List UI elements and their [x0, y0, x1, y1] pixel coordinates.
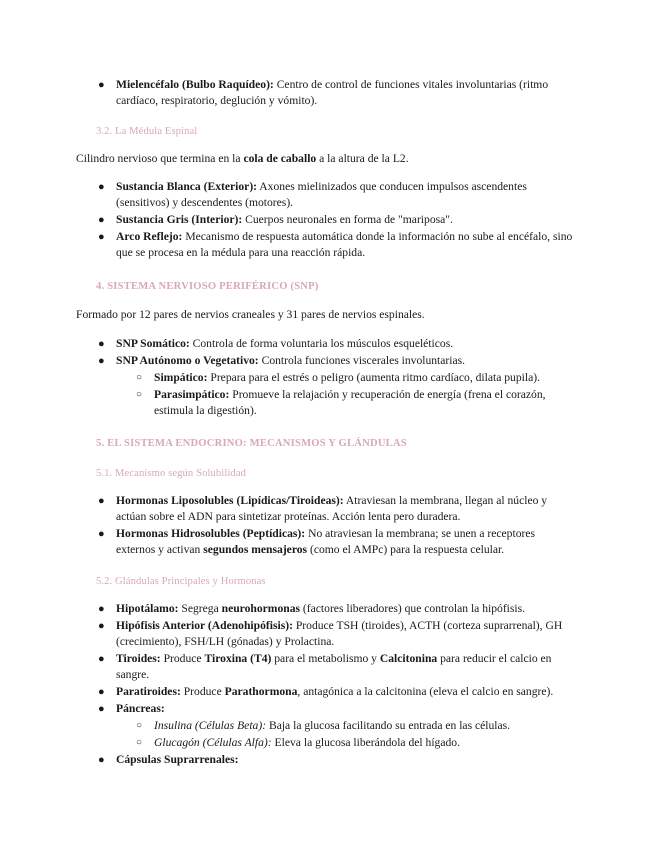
list-item	[76, 229, 576, 261]
bullet-icon: ●	[98, 214, 105, 226]
bullet-icon: ●	[98, 528, 105, 540]
circle-bullet-icon: ○	[136, 389, 143, 400]
sub-list-item	[76, 387, 576, 419]
item-bold: Tiroxina (T4)	[204, 652, 272, 665]
bullet-icon: ●	[98, 355, 105, 367]
bullet-icon: ●	[98, 703, 105, 715]
item-term: Simpático:	[154, 371, 208, 384]
item-text: Eleva la glucosa liberándola del hígado.	[271, 736, 460, 749]
item-term-italic: Glucagón (Células Alfa):	[154, 736, 272, 749]
item-text-end: (factores liberadores) que controlan la hipófisis.	[300, 602, 526, 615]
item-term: Tiroides:	[116, 652, 161, 665]
bullet-icon: ●	[98, 231, 105, 243]
bullet-icon: ●	[98, 79, 105, 91]
item-term: Hipófisis Anterior (Adenohipófisis):	[116, 619, 293, 632]
bullet-icon: ●	[98, 603, 105, 615]
list-item	[76, 651, 576, 683]
item-term: Sustancia Gris (Interior):	[116, 213, 243, 226]
item-term: Sustancia Blanca (Exterior):	[116, 180, 258, 193]
list-item	[76, 601, 576, 617]
item-text-end: , antagónica a la calcitonina (eleva el calcio en sangre).	[297, 685, 554, 698]
section-5-2-list	[76, 601, 576, 769]
item-term: Parasimpático:	[154, 388, 230, 401]
item-text: No atraviesan la membrana; se unen a receptores externos y activan	[116, 527, 536, 556]
list-item	[76, 212, 576, 228]
bullet-icon: ●	[98, 620, 105, 632]
item-term: Paratiroides:	[116, 685, 181, 698]
item-bold: neurohormonas	[221, 602, 301, 615]
item-text: Atraviesan la membrana, llegan al núcleo y actúan sobre el ADN para sintetizar proteínas. Acción lenta pero duradera.	[116, 494, 548, 523]
item-text: Cuerpos neuronales en forma de "mariposa".	[242, 213, 453, 226]
circle-bullet-icon: ○	[136, 720, 143, 731]
intro-text-end: a la altura de la L2.	[316, 152, 409, 165]
item-term: Mielencéfalo (Bulbo Raquídeo):	[116, 78, 274, 91]
list-item	[76, 336, 576, 352]
section-4-list	[76, 336, 576, 420]
list-item	[76, 618, 576, 650]
item-term: Hormonas Hidrosolubles (Peptídicas):	[116, 527, 306, 540]
item-term: Hormonas Liposolubles (Lipídicas/Tiroideas):	[116, 494, 344, 507]
intro-bold: cola de caballo	[243, 152, 317, 165]
section-3-2-list	[76, 179, 576, 262]
item-term: Páncreas:	[116, 702, 165, 715]
item-text: Centro de control de funciones vitales involuntarias (ritmo cardíaco, respiratorio, deglución y vómito).	[116, 78, 549, 107]
item-text: Produce	[160, 652, 205, 665]
item-text: Promueve la relajación y recuperación de energía (frena el corazón, estimula la digestión).	[154, 388, 546, 417]
list-item	[76, 684, 576, 700]
item-text: Baja la glucosa facilitando su entrada en las células.	[266, 719, 511, 732]
item-text-mid: para el metabolismo y	[271, 652, 380, 665]
list-item	[76, 752, 576, 768]
section-4-heading: 4. SISTEMA NERVIOSO PERIFÉRICO (SNP)	[96, 281, 319, 292]
circle-bullet-icon: ○	[136, 372, 143, 383]
item-text: Mecanismo de respuesta automática donde la información no sube al encéfalo, sino que se procesa en la médula para una reacción rápida.	[116, 230, 573, 259]
section-5-1-heading: 5.1. Mecanismo según Solubilidad	[96, 468, 247, 479]
list-item	[76, 77, 576, 109]
bullet-icon: ●	[98, 495, 105, 507]
item-text: Controla de forma voluntaria los músculos esqueléticos.	[189, 337, 454, 350]
bullet-icon: ●	[98, 754, 105, 766]
bullet-icon: ●	[98, 181, 105, 193]
list-item	[76, 526, 576, 558]
item-text: Segrega	[178, 602, 222, 615]
item-text: Produce	[180, 685, 225, 698]
item-bold: segundos mensajeros	[203, 543, 308, 556]
section-3-2-heading: 3.2. La Médula Espinal	[96, 126, 198, 137]
item-term: Hipotálamo:	[116, 602, 179, 615]
list-item	[76, 701, 576, 717]
sub-list-item	[76, 718, 576, 734]
item-term: Arco Reflejo:	[116, 230, 183, 243]
intro-text: Cilindro nervioso que termina en la	[76, 152, 244, 165]
item-bold: Calcitonina	[379, 652, 438, 665]
section-3-2-intro	[76, 151, 596, 167]
item-text: Prepara para el estrés o peligro (aumenta ritmo cardíaco, dilata pupila).	[207, 371, 541, 384]
sub-list-item	[76, 735, 576, 751]
item-term: SNP Somático:	[116, 337, 190, 350]
bullet-icon: ●	[98, 653, 105, 665]
list-item	[76, 179, 576, 211]
section-5-1-list	[76, 493, 576, 559]
item-term-italic: Insulina (Células Beta):	[154, 719, 267, 732]
list-item	[76, 493, 576, 525]
list-item	[76, 353, 576, 369]
item-term: SNP Autónomo o Vegetativo:	[116, 354, 259, 367]
section-5-heading: 5. EL SISTEMA ENDOCRINO: MECANISMOS Y GLÁNDULAS	[96, 438, 407, 449]
item-term: Cápsulas Suprarrenales:	[116, 753, 239, 766]
section-3-1-list	[76, 77, 576, 110]
section-4-intro: Formado por 12 pares de nervios craneales y 31 pares de nervios espinales.	[76, 308, 425, 321]
bullet-icon: ●	[98, 338, 105, 350]
section-5-2-heading: 5.2. Glándulas Principales y Hormonas	[96, 576, 266, 587]
item-text-end: (como el AMPc) para la respuesta celular.	[307, 543, 505, 556]
item-text: Controla funciones viscerales involuntarias.	[258, 354, 466, 367]
sub-list-item	[76, 370, 576, 386]
item-bold: Parathormona	[224, 685, 298, 698]
item-text-end: para reducir el calcio en sangre.	[116, 652, 552, 681]
item-text: Axones mielinizados que conducen impulsos ascendentes (sensitivos) y descendentes (motores).	[116, 180, 527, 209]
item-text: Produce TSH (tiroides), ACTH (corteza suprarrenal), GH (crecimiento), FSH/LH (gónadas) y Prolactina.	[116, 619, 563, 648]
bullet-icon: ●	[98, 686, 105, 698]
circle-bullet-icon: ○	[136, 737, 143, 748]
